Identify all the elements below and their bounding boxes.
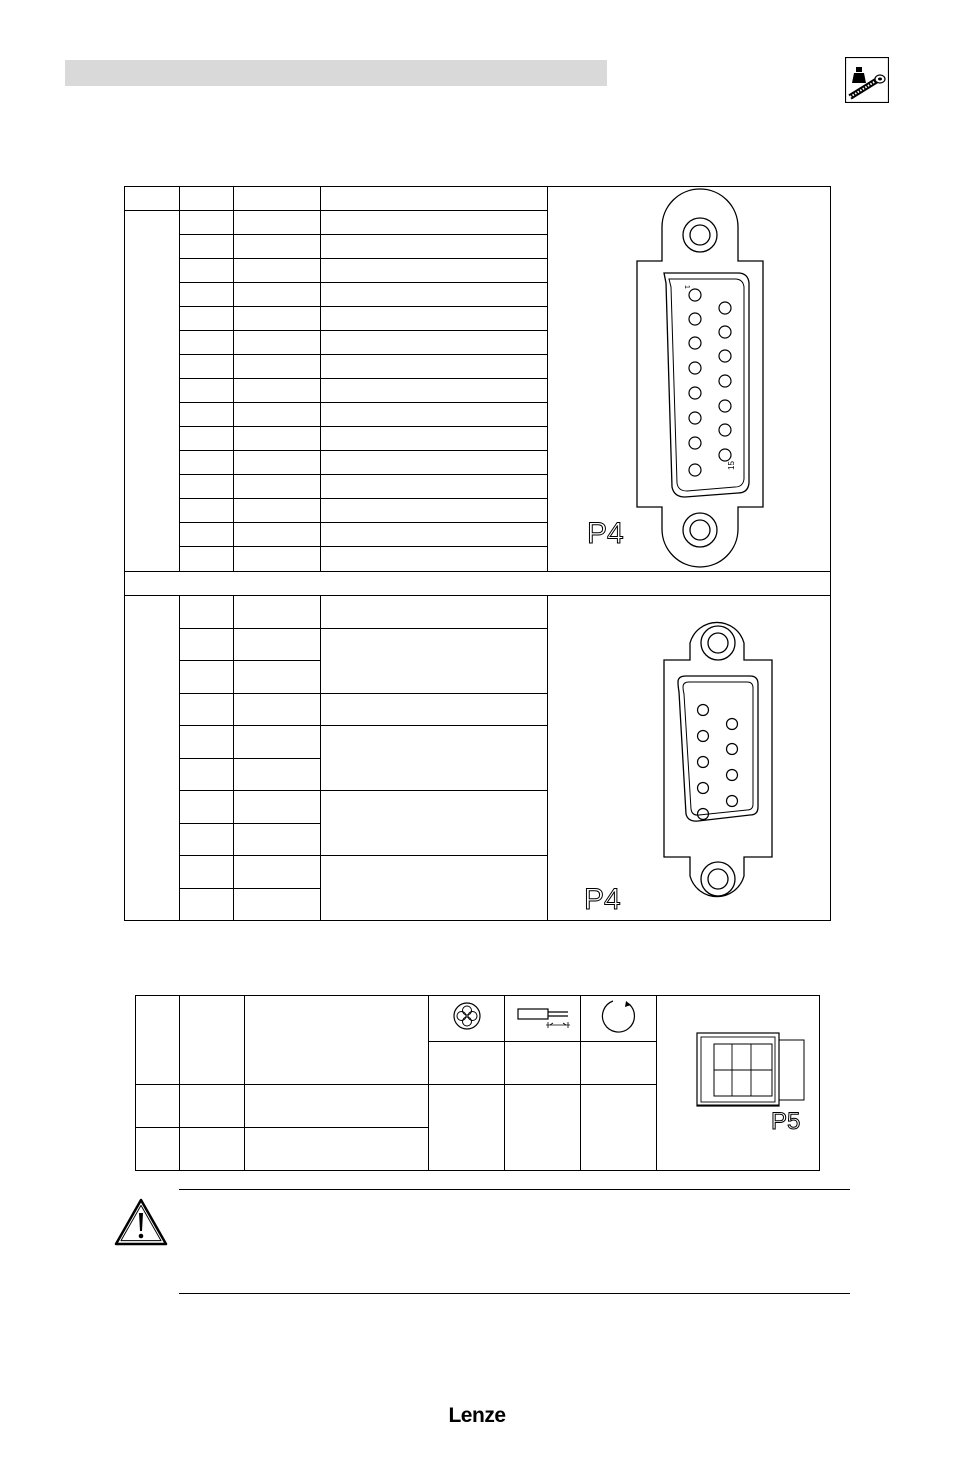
function-cell: [321, 211, 548, 235]
pin-cell: [180, 547, 234, 572]
function-cell: [321, 547, 548, 572]
value-cell: [429, 1085, 505, 1171]
signal-cell: [234, 629, 321, 661]
wire-cross-section-header: [429, 996, 505, 1042]
signal-cell: [234, 307, 321, 331]
signal-cell: [234, 523, 321, 547]
signal-cell: [234, 403, 321, 427]
pin-number-first: 1: [683, 285, 690, 289]
function-cell: [321, 596, 548, 629]
signal-cell: [234, 235, 321, 259]
signal-cell: [234, 475, 321, 499]
function-cell: [321, 403, 548, 427]
connector-label-p4: P4: [587, 517, 624, 550]
signal-cell: [234, 856, 321, 889]
value-cell: [429, 1042, 505, 1085]
pin-cell: [180, 629, 234, 661]
strip-length-header: [505, 996, 581, 1042]
lenze-logo: Lenze: [448, 1404, 506, 1427]
pin-cell: [180, 403, 234, 427]
signal-cell: [234, 547, 321, 572]
function-cell: [321, 475, 548, 499]
signal-cell: [234, 889, 321, 921]
signal-cell: [180, 1085, 245, 1128]
pin-number-last: 15: [727, 461, 736, 470]
connector-label-p4: P4: [584, 883, 621, 916]
signal-cell: [234, 427, 321, 451]
pin-cell: [180, 499, 234, 523]
function-cell: [245, 1085, 429, 1128]
pin-cell: [180, 427, 234, 451]
function-cell: [321, 283, 548, 307]
signal-cell: [234, 379, 321, 403]
signal-cell: [234, 451, 321, 475]
pin-cell: [180, 451, 234, 475]
function-cell: [321, 629, 548, 694]
pin-cell: [180, 856, 234, 889]
function-cell: [321, 791, 548, 856]
group-cell: [125, 596, 180, 921]
header-cell: [125, 187, 180, 211]
group-cell: [125, 211, 180, 572]
function-cell: [321, 307, 548, 331]
pin-cell: [180, 211, 234, 235]
note-bottom-rule: [179, 1293, 850, 1294]
p5-terminal-drawing: [657, 996, 820, 1168]
signal-cell: [234, 283, 321, 307]
signal-cell: [234, 824, 321, 856]
pin-cell: [180, 759, 234, 791]
note-top-rule: [179, 1189, 850, 1190]
signal-cell: [234, 499, 321, 523]
header-cell: [245, 996, 429, 1085]
connector-label-p5: P5: [771, 1108, 801, 1135]
wire-cross-section-icon: [452, 1001, 482, 1031]
function-cell: [321, 694, 548, 726]
header-cell: [136, 996, 180, 1085]
tightening-torque-icon: [599, 996, 639, 1036]
p5-terminal-table: [135, 995, 820, 1171]
strip-length-icon: [513, 1001, 573, 1031]
header-cell: [180, 996, 245, 1085]
function-cell: [321, 355, 548, 379]
signal-cell: [234, 726, 321, 759]
value-cell: [505, 1042, 581, 1085]
terminal-cell: [136, 1128, 180, 1171]
pin-cell: [180, 694, 234, 726]
header-bar: [65, 60, 607, 86]
pin-cell: [180, 283, 234, 307]
function-cell: [321, 259, 548, 283]
function-cell: [321, 856, 548, 921]
signal-cell: [234, 331, 321, 355]
signal-cell: [234, 791, 321, 824]
function-cell: [321, 427, 548, 451]
value-cell: [581, 1042, 657, 1085]
pin-cell: [180, 379, 234, 403]
pin-cell: [180, 791, 234, 824]
signal-cell: [234, 759, 321, 791]
pin-cell: [180, 726, 234, 759]
function-cell: [321, 499, 548, 523]
header-cell: [234, 187, 321, 211]
signal-cell: [234, 596, 321, 629]
warning-triangle-icon: [114, 1197, 168, 1247]
tightening-torque-header: [581, 996, 657, 1042]
value-cell: [581, 1085, 657, 1171]
pin-cell: [180, 331, 234, 355]
pin-cell: [180, 235, 234, 259]
p4-9pin-drawing-cell: [548, 596, 831, 921]
pin-cell: [180, 523, 234, 547]
p4-9pin-connector-drawing: [548, 596, 831, 921]
header-cell: [321, 187, 548, 211]
function-cell: [245, 1128, 429, 1171]
signal-cell: [234, 211, 321, 235]
function-cell: [321, 379, 548, 403]
pin-cell: [180, 889, 234, 921]
pin-cell: [180, 661, 234, 694]
signal-cell: [234, 694, 321, 726]
signal-cell: [234, 355, 321, 379]
function-cell: [321, 726, 548, 791]
pin-cell: [180, 475, 234, 499]
p4-15pin-connector-drawing: [548, 187, 831, 577]
value-cell: [505, 1085, 581, 1171]
header-cell: [180, 187, 234, 211]
pin-cell: [180, 824, 234, 856]
pin-cell: [180, 259, 234, 283]
signal-cell: [180, 1128, 245, 1171]
function-cell: [321, 523, 548, 547]
function-cell: [321, 451, 548, 475]
p5-drawing-cell: [657, 996, 820, 1171]
signal-cell: [234, 661, 321, 694]
pin-cell: [180, 355, 234, 379]
pin-cell: [180, 596, 234, 629]
function-cell: [321, 235, 548, 259]
p4-pin-table: [124, 186, 831, 921]
pin-cell: [180, 307, 234, 331]
function-cell: [321, 331, 548, 355]
terminal-cell: [136, 1085, 180, 1128]
signal-cell: [234, 259, 321, 283]
p4-15pin-drawing-cell: [548, 187, 831, 572]
motor-weight-tape-icon: [845, 57, 889, 103]
